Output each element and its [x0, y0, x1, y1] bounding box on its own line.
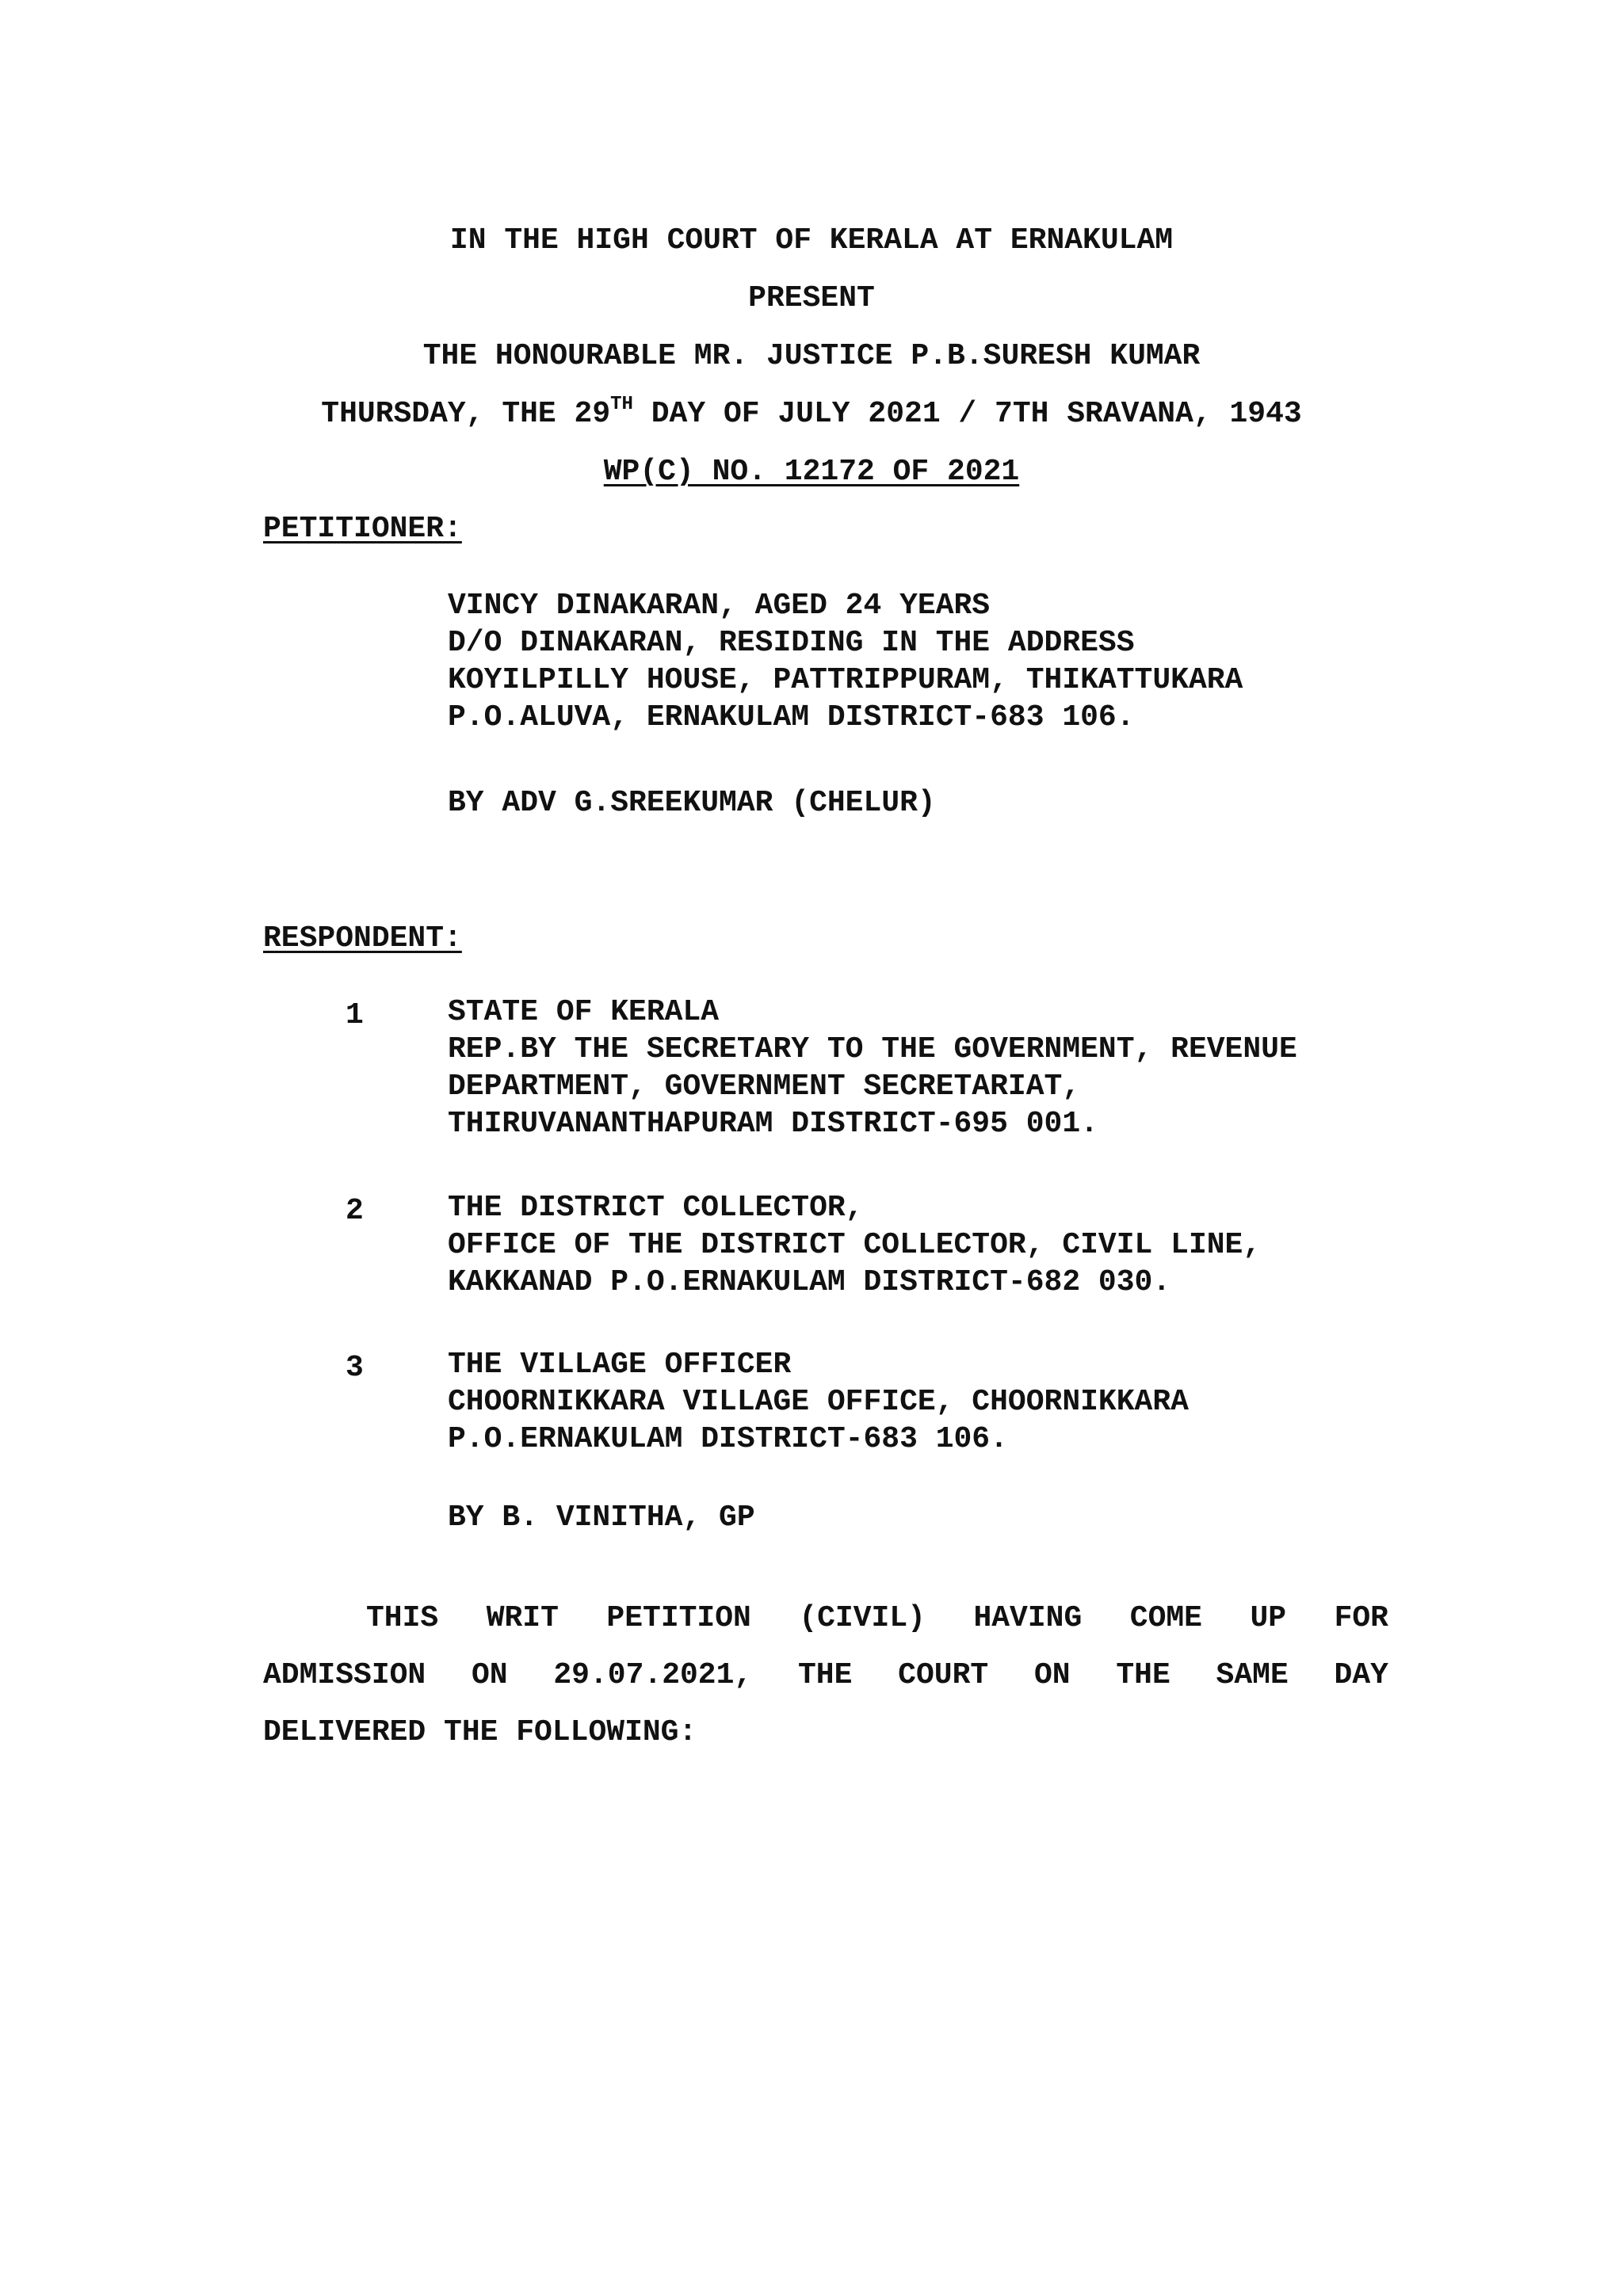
closing-word: WRIT [486, 1601, 559, 1635]
closing-word: (CIVIL) [799, 1601, 926, 1635]
respondent-number: 1 [346, 998, 364, 1032]
closing-word: PETITION [606, 1601, 751, 1635]
closing-word: UP [1250, 1601, 1287, 1635]
case-number-text: WP(C) NO. 12172 OF 2021 [603, 455, 1020, 489]
respondent-heading: RESPONDENT: [263, 921, 462, 955]
case-number [0, 457, 1623, 487]
closing-word: THIS [366, 1601, 439, 1635]
hearing-date [0, 394, 1623, 431]
closing-line-2 [263, 1658, 1388, 1692]
respondent-line: REP.BY THE SECRETARY TO THE GOVERNMENT, REVENUE [448, 1032, 1297, 1066]
petitioner-line: KOYILPILLY HOUSE, PATTRIPPURAM, THIKATTUKARA [448, 663, 1243, 697]
petitioner-line: D/O DINAKARAN, RESIDING IN THE ADDRESS [448, 626, 1135, 660]
petitioner-line: VINCY DINAKARAN, AGED 24 YEARS [448, 589, 991, 623]
petitioner-advocate: BY ADV G.SREEKUMAR (CHELUR) [448, 786, 936, 820]
closing-word: COME [1129, 1601, 1202, 1635]
petitioner-heading: PETITIONER: [263, 512, 462, 546]
date-prefix: THURSDAY, THE 29 [321, 397, 611, 431]
closing-word: THE [797, 1658, 853, 1692]
closing-word: HAVING [973, 1601, 1083, 1635]
date-suffix: DAY OF JULY 2021 / 7TH SRAVANA, 1943 [632, 397, 1302, 431]
respondent-line: STATE OF KERALA [448, 995, 720, 1029]
closing-line-3: DELIVERED THE FOLLOWING: [263, 1715, 697, 1749]
respondent-3-details [448, 1346, 1189, 1458]
respondent-line: THE VILLAGE OFFICER [448, 1348, 792, 1382]
court-title: IN THE HIGH COURT OF KERALA AT ERNAKULAM [449, 223, 1174, 257]
respondent-number: 2 [346, 1194, 364, 1228]
respondent-1-details [448, 994, 1297, 1142]
respondent-counsel: BY B. VINITHA, GP [448, 1501, 755, 1535]
closing-word: THE [1116, 1658, 1170, 1692]
closing-word: ON [1033, 1658, 1071, 1692]
respondent-number: 3 [346, 1351, 364, 1385]
judge-name: THE HONOURABLE MR. JUSTICE P.B.SURESH KUMAR [422, 339, 1201, 373]
petitioner-line: P.O.ALUVA, ERNAKULAM DISTRICT-683 106. [448, 700, 1135, 734]
respondent-line: DEPARTMENT, GOVERNMENT SECRETARIAT, [448, 1070, 1081, 1104]
date-superscript: TH [610, 394, 633, 415]
respondent-line: OFFICE OF THE DISTRICT COLLECTOR, CIVIL LINE, [448, 1228, 1262, 1262]
closing-line-1 [366, 1601, 1388, 1635]
respondent-2-details [448, 1189, 1261, 1301]
closing-word: DAY [1334, 1658, 1388, 1692]
respondent-line: THE DISTRICT COLLECTOR, [448, 1191, 864, 1225]
closing-word: ADMISSION [263, 1658, 426, 1692]
present-label: PRESENT [748, 281, 875, 315]
respondent-line: P.O.ERNAKULAM DISTRICT-683 106. [448, 1422, 1008, 1456]
petitioner-details [448, 587, 1243, 736]
closing-word: ON [472, 1658, 508, 1692]
closing-word: COURT [898, 1658, 989, 1692]
closing-word: SAME [1216, 1658, 1289, 1692]
respondent-line: CHOORNIKKARA VILLAGE OFFICE, CHOORNIKKARA [448, 1385, 1189, 1419]
respondent-line: KAKKANAD P.O.ERNAKULAM DISTRICT-682 030. [448, 1265, 1171, 1299]
respondent-line: THIRUVANANTHAPURAM DISTRICT-695 001. [448, 1107, 1098, 1141]
closing-word: FOR [1334, 1601, 1388, 1635]
closing-word: 29.07.2021, [553, 1658, 753, 1692]
